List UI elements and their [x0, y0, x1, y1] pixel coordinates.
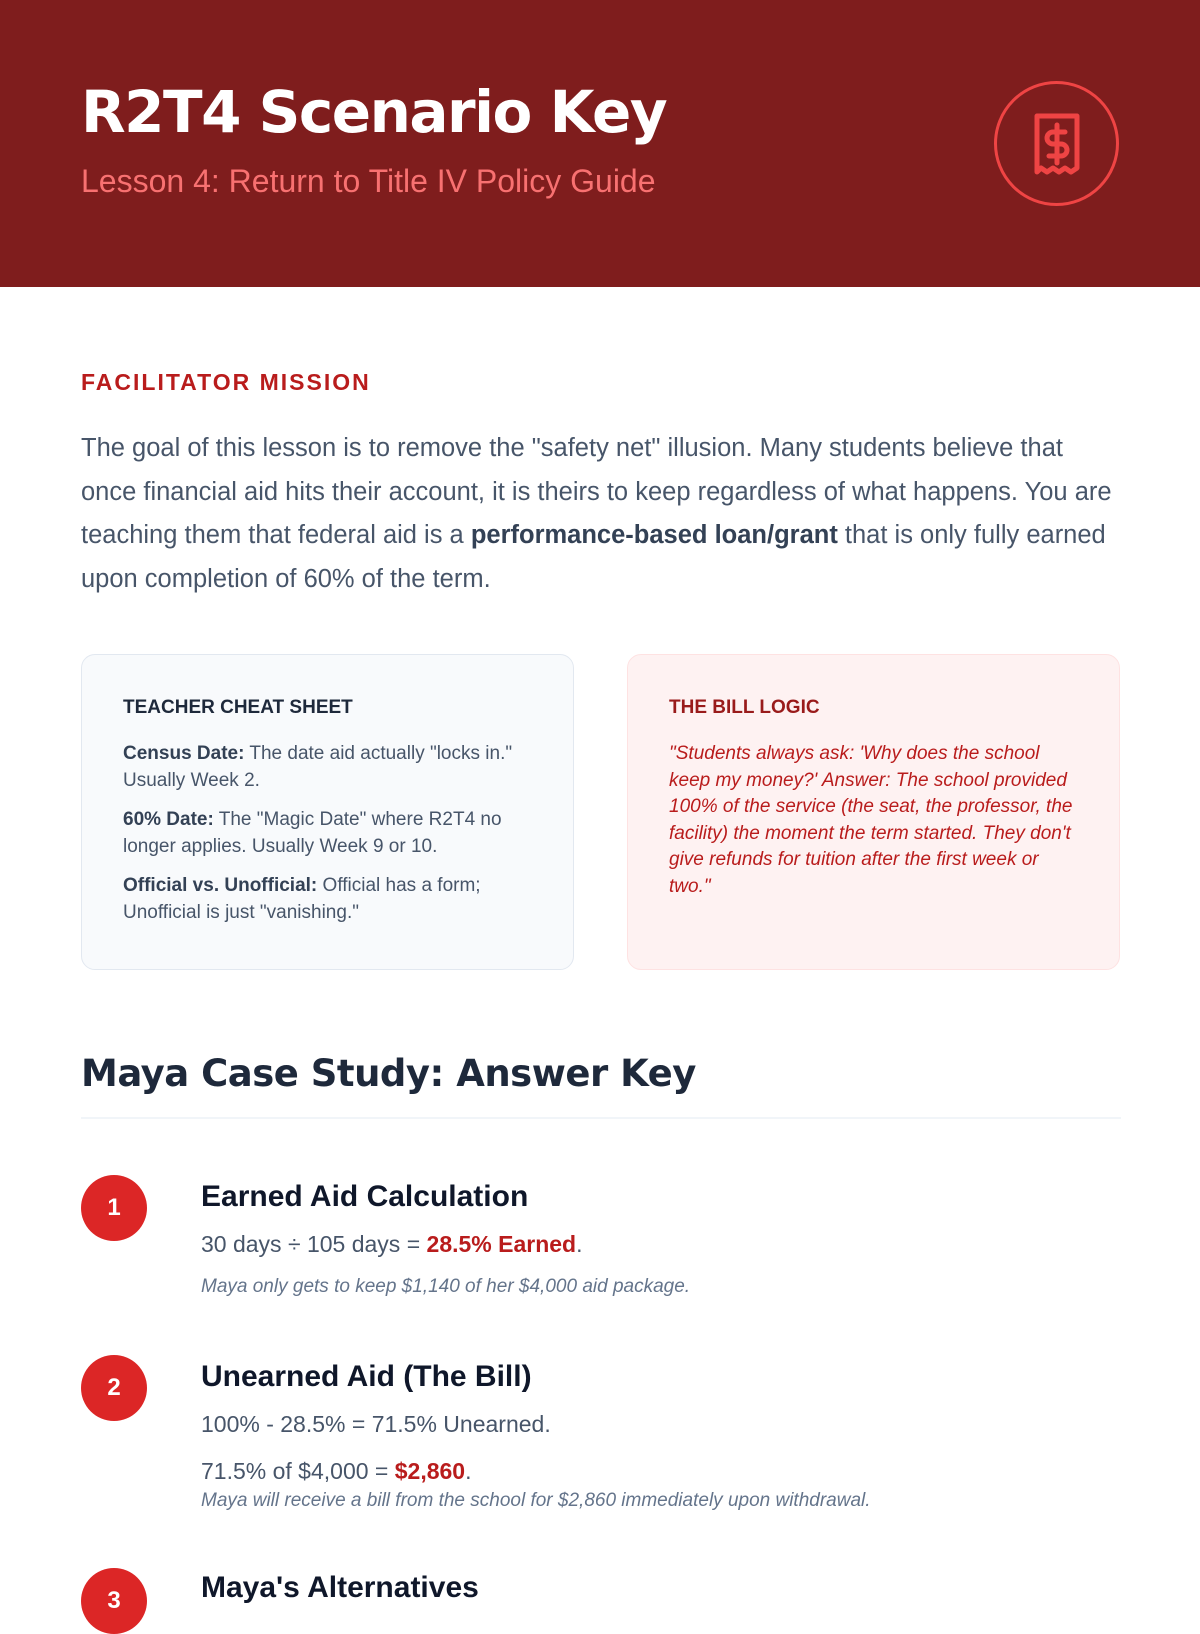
cheat-sheet-item: 60% Date: The "Magic Date" where R2T4 no longer applies. Usually Week 9 or 10. — [123, 809, 502, 857]
step-line: 100% - 28.5% = 71.5% Unearned. — [201, 1411, 551, 1437]
step-number: 2 — [81, 1355, 147, 1421]
teacher-cheat-sheet-card — [81, 654, 574, 970]
step-note: Maya will receive a bill from the school for $2,860 immediately upon withdrawal. — [201, 1490, 871, 1511]
receipt-dollar-icon — [994, 81, 1119, 206]
step-number: 3 — [81, 1568, 147, 1634]
case-study-title: Maya Case Study: Answer Key — [81, 1052, 696, 1095]
step-number: 1 — [81, 1175, 147, 1241]
step-note: Maya only gets to keep $1,140 of her $4,000 aid package. — [201, 1276, 691, 1297]
step-title: Earned Aid Calculation — [201, 1180, 529, 1213]
cheat-sheet-item: Official vs. Unofficial: Official has a form; Unofficial is just "vanishing." — [123, 875, 481, 923]
mission-text: The goal of this lesson is to remove the "safety net" illusion. Many students believe that once financial aid hits their account, it is theirs to keep regardless of what happens. You are teaching them that federal aid is a performance-based loan/grant that is only fully earned upon completion of 60% of the term. — [81, 434, 1112, 593]
cheat-sheet-title: TEACHER CHEAT SHEET — [123, 697, 353, 718]
step-title: Unearned Aid (The Bill) — [201, 1360, 532, 1393]
bill-logic-quote: "Students always ask: 'Why does the school keep my money?' Answer: The school provided 100% of the service (the seat, the professor, the facility) the moment the term started. They don't give refunds for tuition after the first week or two." — [669, 743, 1073, 897]
header-banner — [0, 0, 1200, 287]
step-title: Maya's Alternatives — [201, 1571, 479, 1604]
mission-label: FACILITATOR MISSION — [81, 369, 371, 395]
step-line: 71.5% of $4,000 = $2,860. — [201, 1458, 472, 1484]
page-title: R2T4 Scenario Key — [81, 78, 667, 146]
page-subtitle: Lesson 4: Return to Title IV Policy Guide — [81, 163, 656, 199]
divider — [81, 1117, 1121, 1119]
cheat-sheet-item: Census Date: The date aid actually "locks in." Usually Week 2. — [123, 743, 513, 791]
step-line: 30 days ÷ 105 days = 28.5% Earned. — [201, 1231, 583, 1257]
bill-logic-card — [627, 654, 1120, 970]
bill-logic-title: THE BILL LOGIC — [669, 697, 820, 718]
